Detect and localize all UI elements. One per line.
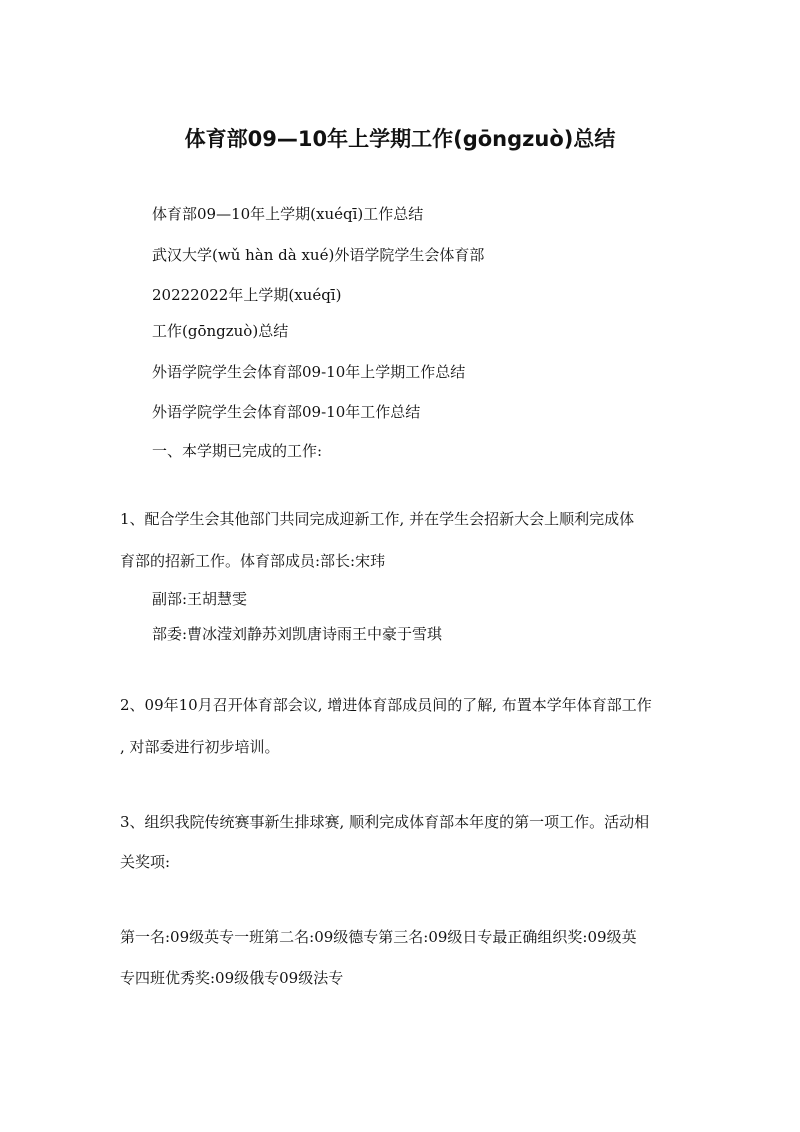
heading-line-2: 武汉大学(wǔ hàn dà xué)外语学院学生会体育部 — [152, 246, 485, 264]
paragraph-1-line-1: 1、配合学生会其他部门共同完成迎新工作, 并在学生会招新大会上顺利完成体 — [120, 510, 635, 528]
paragraph-4-line-2: 专四班优秀奖:09级俄专09级法专 — [120, 969, 344, 987]
paragraph-4-line-1: 第一名:09级英专一班第二名:09级德专第三名:09级日专最正确组织奖:09级英 — [120, 928, 637, 946]
paragraph-3-line-1: 3、组织我院传统赛事新生排球赛, 顺利完成体育部本年度的第一项工作。活动相 — [120, 813, 650, 831]
heading-line-6: 外语学院学生会体育部09-10年工作总结 — [152, 403, 421, 421]
section-heading: 一、本学期已完成的工作: — [152, 442, 323, 460]
heading-line-1: 体育部09—10年上学期(xuéqī)工作总结 — [152, 205, 424, 223]
heading-line-4: 工作(gōngzuò)总结 — [152, 322, 289, 340]
paragraph-1-line-3: 副部:王胡慧雯 — [152, 590, 248, 608]
paragraph-1-line-4: 部委:曹冰滢刘静苏刘凯唐诗雨王中豪于雪琪 — [152, 625, 443, 643]
paragraph-2-line-1: 2、09年10月召开体育部会议, 增进体育部成员间的了解, 布置本学年体育部工作 — [120, 696, 652, 714]
paragraph-3-line-2: 关奖项: — [120, 853, 171, 871]
paragraph-1-line-2: 育部的招新工作。体育部成员:部长:宋玮 — [120, 552, 386, 570]
document-title: 体育部09—10年上学期工作(gōngzuò)总结 — [184, 127, 616, 151]
paragraph-2-line-2: , 对部委进行初步培训。 — [120, 738, 280, 756]
heading-line-5: 外语学院学生会体育部09-10年上学期工作总结 — [152, 363, 466, 381]
heading-line-3: 20222022年上学期(xuéqī) — [152, 286, 342, 304]
